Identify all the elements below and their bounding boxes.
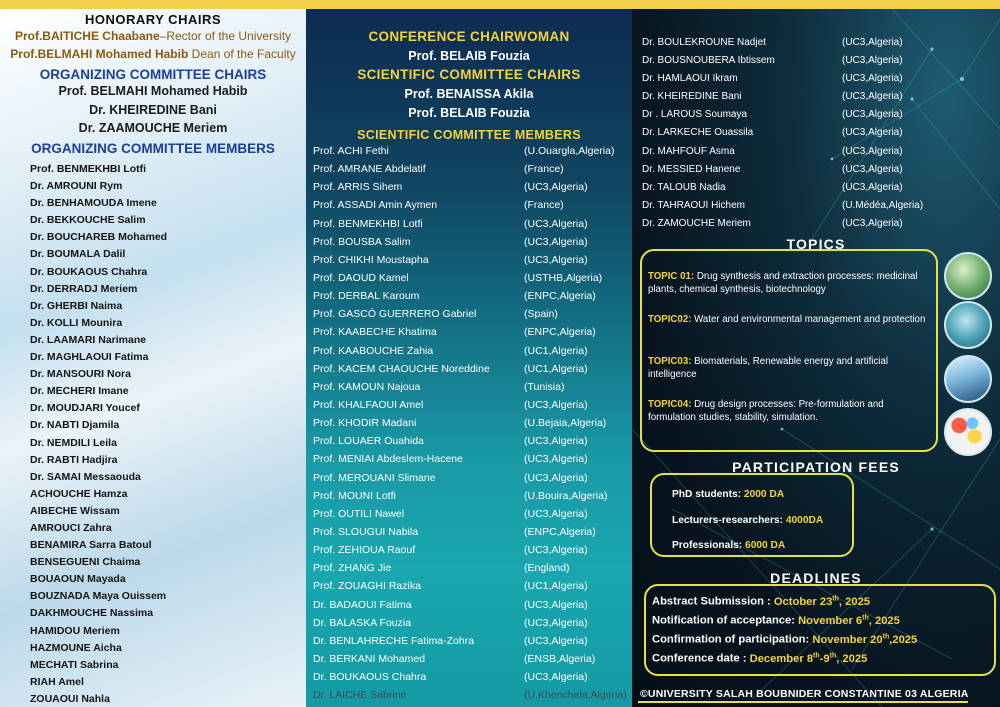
honorary-chairs-title: HONORARY CHAIRS [84,12,222,27]
member-name: Dr. MESSIED Hanene [642,163,741,175]
organizing-member: Dr. KOLLI Mounira [30,316,123,329]
member-affiliation: (UC3,Algeria) [524,235,588,248]
member-name: Dr. KHEIREDINE Bani [642,91,742,103]
member-affiliation: (UC3,Algeria) [524,398,588,411]
deadline-label: Abstract Submission : [652,595,774,608]
fee-phd: PhD students: 2000 DA [672,489,785,500]
deadline-date: December 8 [749,652,814,665]
scientific-member-row [313,215,631,233]
scientific-member-row [313,269,631,287]
member-affiliation: (UC3,Algeria) [524,453,588,466]
deadline-date [798,615,900,627]
member-affiliation: (U.Bouira,Algeria) [524,489,608,502]
scientific-member-row [313,378,631,396]
member-name: Prof. DAOUD Kamel [313,271,409,284]
organizing-member: AMROUCI Zahra [30,521,112,534]
member-affiliation: (ENSB,Algeria) [524,652,596,665]
scientific-member-row [642,179,942,197]
scientific-member-row [313,360,631,378]
scientific-member-row [313,650,631,668]
member-name: Dr. HAMLAOUI Ikram [642,73,738,85]
honorary-chair-2: Prof.BELMAHI Mohamed Habib Dean of the Faculty [10,47,296,61]
copyright-text: ©UNIVERSITY SALAH BOUBNIDER CONSTANTINE 03 ALGERIA [640,688,969,700]
scientific-member-row [313,251,631,269]
deadline-date: ,2025 [889,633,918,646]
member-affiliation: (France) [524,163,564,176]
deadline-date: , 2025 [836,652,868,665]
member-name: Dr . LAROUS Soumaya [642,109,748,121]
scientific-member-row [313,686,631,704]
deadline-date: , 2025 [868,614,900,627]
scientific-members-title: SCIENTIFIC COMMITTEE MEMBERS [357,128,581,142]
member-affiliation: (UC3,Algeria) [842,73,903,85]
scientific-member-row [313,178,631,196]
organizing-member: Dr. BENHAMOUDA Imene [30,197,157,210]
organizing-member: BOUZNADA Maya Ouissem [30,590,167,603]
member-affiliation: (UC3,Algeria) [524,217,588,230]
topic-2: TOPIC02: Water and environmental management and protection [648,314,926,325]
member-name: Prof. OUTILI Nawel [313,507,405,520]
member-name: Prof. MOUNI Lotfi [313,489,396,502]
member-affiliation: (Spain) [524,308,558,321]
organizing-member: HAZMOUNE Aicha [30,641,122,654]
honorary-chair-1: Prof.BAITICHE Chaabane–Rector of the University [14,29,292,43]
scientific-member-row [313,469,631,487]
member-name: Dr. BOULEKROUNE Nadjet [642,37,766,48]
organizing-member: Dr. BOUCHAREB Mohamed [30,231,168,244]
member-name: Prof. BENMEKHBI Lotfi [313,217,423,230]
scientific-member-row [642,124,942,142]
scientific-member-row [642,143,942,161]
member-name: Prof. KHALFAOUI Amel [313,398,424,411]
scientific-member-row [642,34,942,52]
organizing-chair-3: Dr. ZAAMOUCHE Meriem [78,121,228,135]
scientific-member-row [642,215,942,233]
scientific-member-row [313,432,631,450]
organizing-members-title: ORGANIZING COMMITTEE MEMBERS [31,141,275,156]
deadline-date: November 6 [798,614,863,627]
scientific-member-row [313,487,631,505]
organizing-member: Dr. DERRADJ Meriem [30,282,138,295]
member-name: Dr. MAHFOUF Asma [642,145,735,157]
member-affiliation: (UC3,Algeria) [524,253,588,266]
ordinal-suffix: th [862,614,869,621]
deadline-label: Notification of acceptance: [652,614,799,627]
scientific-member-row [313,160,631,178]
member-affiliation: (UC3,Algeria) [524,507,588,520]
organizing-member: Dr. NEMDILI Leila [30,436,117,449]
organizing-chair-2: Dr. KHEIREDINE Bani [89,103,217,117]
organizing-member: Dr. LAAMARI Narimane [30,333,147,346]
deadline-date: -9 [819,652,830,665]
member-affiliation: (ENPC,Algeria) [524,525,596,538]
scientific-member-row [642,161,942,179]
topics-title: TOPICS [786,236,846,252]
member-name: Prof. GASCÓ GUERRERO Gabriel [313,308,477,321]
member-name: Dr. TALOUB Nadia [642,181,726,193]
ordinal-suffix: th [829,652,837,659]
scientific-member-row [313,414,631,432]
organizing-chair-1: Prof. BELMAHI Mohamed Habib [58,84,248,98]
member-name: Prof. ZOUAGHI Razika [313,580,421,593]
scientific-chairs-title: SCIENTIFIC COMMITTEE CHAIRS [357,67,581,82]
organizing-member: Dr. MANSOURI Nora [30,368,131,381]
scientific-member-row [313,305,631,323]
scientific-member-row [313,396,631,414]
member-affiliation: (UC3,Algeria) [842,37,903,48]
organizing-member: Dr. MAGHLAOUI Fatima [30,351,149,364]
deadline-date: October 23 [773,595,833,608]
member-name: Dr. BOUSNOUBERA Ibtissem [642,55,775,67]
top-accent-bar [0,0,1000,9]
organizing-member: Prof. BENMEKHBI Lotfi [30,163,147,175]
ordinal-suffix: th [813,652,820,659]
scientific-member-row [313,541,631,559]
member-affiliation: (UC3,Algeria) [842,145,903,157]
member-affiliation: (France) [524,199,564,212]
organizing-member: Dr. MECHERI Imane [30,385,129,398]
member-name: Prof. MEROUANI Slimane [313,471,436,484]
organizing-member: ACHOUCHE Hamza [30,487,128,500]
member-name: Prof. LOUAER Ouahida [313,435,424,448]
scientific-member-row [642,106,942,124]
member-name: Prof. KHODIR Madani [313,417,417,430]
organizing-member: Dr. NABTI Djamila [30,419,120,432]
scientific-member-row [642,88,942,106]
member-affiliation: (UC3,Algeria) [524,598,588,611]
ordinal-suffix: th [832,595,839,602]
organizing-members-list [30,161,300,707]
scientific-member-row [313,596,631,614]
organizing-member: ZOUAOUI Nahla [30,692,110,705]
member-affiliation: (Tunisia) [524,380,565,393]
right-panel [632,9,1000,707]
scientific-member-row [642,70,942,88]
member-affiliation: (USTHB,Algeria) [524,271,603,284]
member-name: Dr. LAICHE Sabrine [313,689,407,702]
scientific-member-row [313,577,631,595]
deadline-item [652,614,900,627]
member-affiliation: (UC3,Algeria) [524,616,588,629]
deadline-date [774,596,870,608]
deadline-label: Confirmation of participation: [652,633,813,646]
chairwoman-name: Prof. BELAIB Fouzia [408,49,530,63]
member-name: Dr. BENLAHRECHE Fatima-Zohra [313,634,475,647]
bottom-accent-line [638,701,968,703]
member-affiliation: (U.Khenchela,Algeria) [524,689,627,702]
deadline-item [652,633,917,646]
deadline-date [750,653,868,665]
member-name: Dr. BERKANI Mohamed [313,652,426,665]
member-name: Prof. ACHI Fethi [313,145,389,157]
member-name: Prof. KACEM CHAOUCHE Noreddine [313,362,490,375]
topic-4: TOPIC04: Drug design processes: Pre-formulation and formulation studies, stability, simulation. [648,399,884,423]
scientific-member-row [313,342,631,360]
deadline-label: Conference date : [652,652,750,665]
member-affiliation: (UC1,Algeria) [524,344,588,357]
member-affiliation: (U.Bejaia,Algeria) [524,417,607,430]
organizing-member: BENSEGUENI Chaima [30,556,141,569]
scientific-member-row [642,52,942,70]
member-affiliation: (ENPC,Algeria) [524,290,596,303]
member-name: Prof. AMRANE Abdelatif [313,163,426,176]
scientific-members-list [313,142,631,704]
member-affiliation: (UC3,Algeria) [842,91,903,103]
member-name: Dr. ZAMOUCHE Meriem [642,217,751,229]
organizing-member: BOUAOUN Mayada [30,573,126,586]
chairwoman-title: CONFERENCE CHAIRWOMAN [368,29,570,44]
member-name: Dr. LARKECHE Ouassila [642,127,754,139]
member-affiliation: (UC3,Algeria) [524,181,588,194]
scientific-member-row [642,197,942,215]
organizing-member: Dr. BOUKAOUS Chahra [30,265,148,278]
pills-image [944,408,992,456]
member-affiliation: (UC3,Algeria) [524,634,588,647]
organizing-member: MECHATI Sabrina [30,658,119,671]
scientific-member-row [313,668,631,686]
member-affiliation: (UC3,Algeria) [524,435,588,448]
scientific-member-row [313,559,631,577]
member-name: Prof. KAMOUN Najoua [313,380,421,393]
member-name: Dr. BADAOUI Fatima [313,598,412,611]
member-name: Dr. TAHRAOUI Hichem [642,199,745,211]
organizing-member: Dr. AMROUNI Rym [30,180,123,193]
member-name: Prof. SLOUGUI Nabila [313,525,419,538]
member-affiliation: (U.Ouargla,Algeria) [524,145,615,157]
deadlines-title: DEADLINES [770,570,862,586]
organizing-member: AIBECHE Wissam [30,504,120,517]
member-affiliation: (UC1,Algeria) [524,580,588,593]
renewable-energy-image [944,355,992,403]
scientific-member-row [313,632,631,650]
member-name: Prof. ARRIS Sihem [313,181,403,194]
organizing-member: HAMIDOU Meriem [30,624,120,637]
member-affiliation: (U.Médéa,Algeria) [842,199,924,211]
member-affiliation: (UC3,Algeria) [842,109,903,121]
member-affiliation: (UC3,Algeria) [842,181,903,193]
scientific-member-row [313,287,631,305]
member-name: Prof. CHIKHI Moustapha [313,253,429,266]
organizing-chairs-title: ORGANIZING COMMITTEE CHAIRS [39,67,267,82]
member-name: Prof. BOUSBA Salim [313,235,411,248]
organizing-member: Dr. MOUDJARI Youcef [30,402,140,415]
middle-panel [306,9,632,707]
scientific-member-row [313,505,631,523]
deadline-item [652,595,870,608]
organizing-member: Dr. RABTI Hadjira [30,453,118,466]
member-affiliation: (UC3,Algeria) [524,671,588,684]
ordinal-suffix: th [882,633,890,640]
member-affiliation: (UC3,Algeria) [842,55,903,67]
organizing-member: Dr. GHERBI Naima [30,299,123,312]
scientific-chair-1: Prof. BENAISSA Akila [404,87,534,101]
scientific-member-row [313,233,631,251]
member-affiliation: (UC3,Algeria) [524,544,588,557]
member-affiliation: (UC3,Algeria) [524,471,588,484]
fee-lecturers: Lecturers-researchers: 4000DA [672,515,824,526]
organizing-member: BENAMIRA Sarra Batoul [30,539,152,552]
deadline-item [652,652,867,665]
member-affiliation: (UC3,Algeria) [842,127,903,139]
topic-1: TOPIC 01: Drug synthesis and extraction processes: medicinal plants, chemical synthesis, biotechnology [648,271,918,295]
scientific-member-row [313,614,631,632]
medicinal-plants-image [944,252,992,300]
scientific-chair-2: Prof. BELAIB Fouzia [408,106,530,120]
member-name: Dr. BALASKA Fouzia [313,616,412,629]
member-name: Prof. ZHANG Jie [313,562,392,575]
organizing-member: RIAH Amel [30,675,84,688]
member-name: Prof. KAABECHE Khatima [313,326,437,339]
deadline-date [812,634,917,646]
member-name: Prof. DERBAL Karoum [313,290,420,303]
member-affiliation: (England) [524,562,570,575]
organizing-member: Dr. BEKKOUCHE Salim [30,214,146,227]
organizing-member: DAKHMOUCHE Nassima [30,607,154,620]
organizing-member: Dr. SAMAI Messaouda [30,470,141,483]
member-name: Dr. BOUKAOUS Chahra [313,671,427,684]
member-affiliation: (UC3,Algeria) [842,217,903,229]
scientific-members-continued-list [642,34,942,233]
fee-professionals: Professionals: 6000 DA [672,540,786,551]
member-name: Prof. ASSADI Amin Aymen [313,199,438,212]
scientific-member-row [313,450,631,468]
deadline-date: , 2025 [838,595,871,608]
deadline-date: November 20 [812,633,883,646]
scientific-member-row [313,142,631,160]
water-drop-image [944,301,992,349]
scientific-member-row [313,323,631,341]
member-affiliation: (UC1,Algeria) [524,362,588,375]
scientific-member-row [313,523,631,541]
organizing-member: Dr. BOUMALA Dalil [30,248,126,261]
member-affiliation: (UC3,Algeria) [842,163,903,175]
member-name: Prof. ZEHIOUA Raouf [313,544,416,557]
member-name: Prof. KAABOUCHE Zahia [313,344,434,357]
topic-3: TOPIC03: Biomaterials, Renewable energy and artificial intelligence [648,356,888,380]
left-panel [0,9,306,707]
member-name: Prof. MENIAI Abdeslem-Hacene [313,453,463,466]
member-affiliation: (ENPC,Algeria) [524,326,596,339]
scientific-member-row [313,196,631,214]
participation-fees-title: PARTICIPATION FEES [732,459,900,475]
